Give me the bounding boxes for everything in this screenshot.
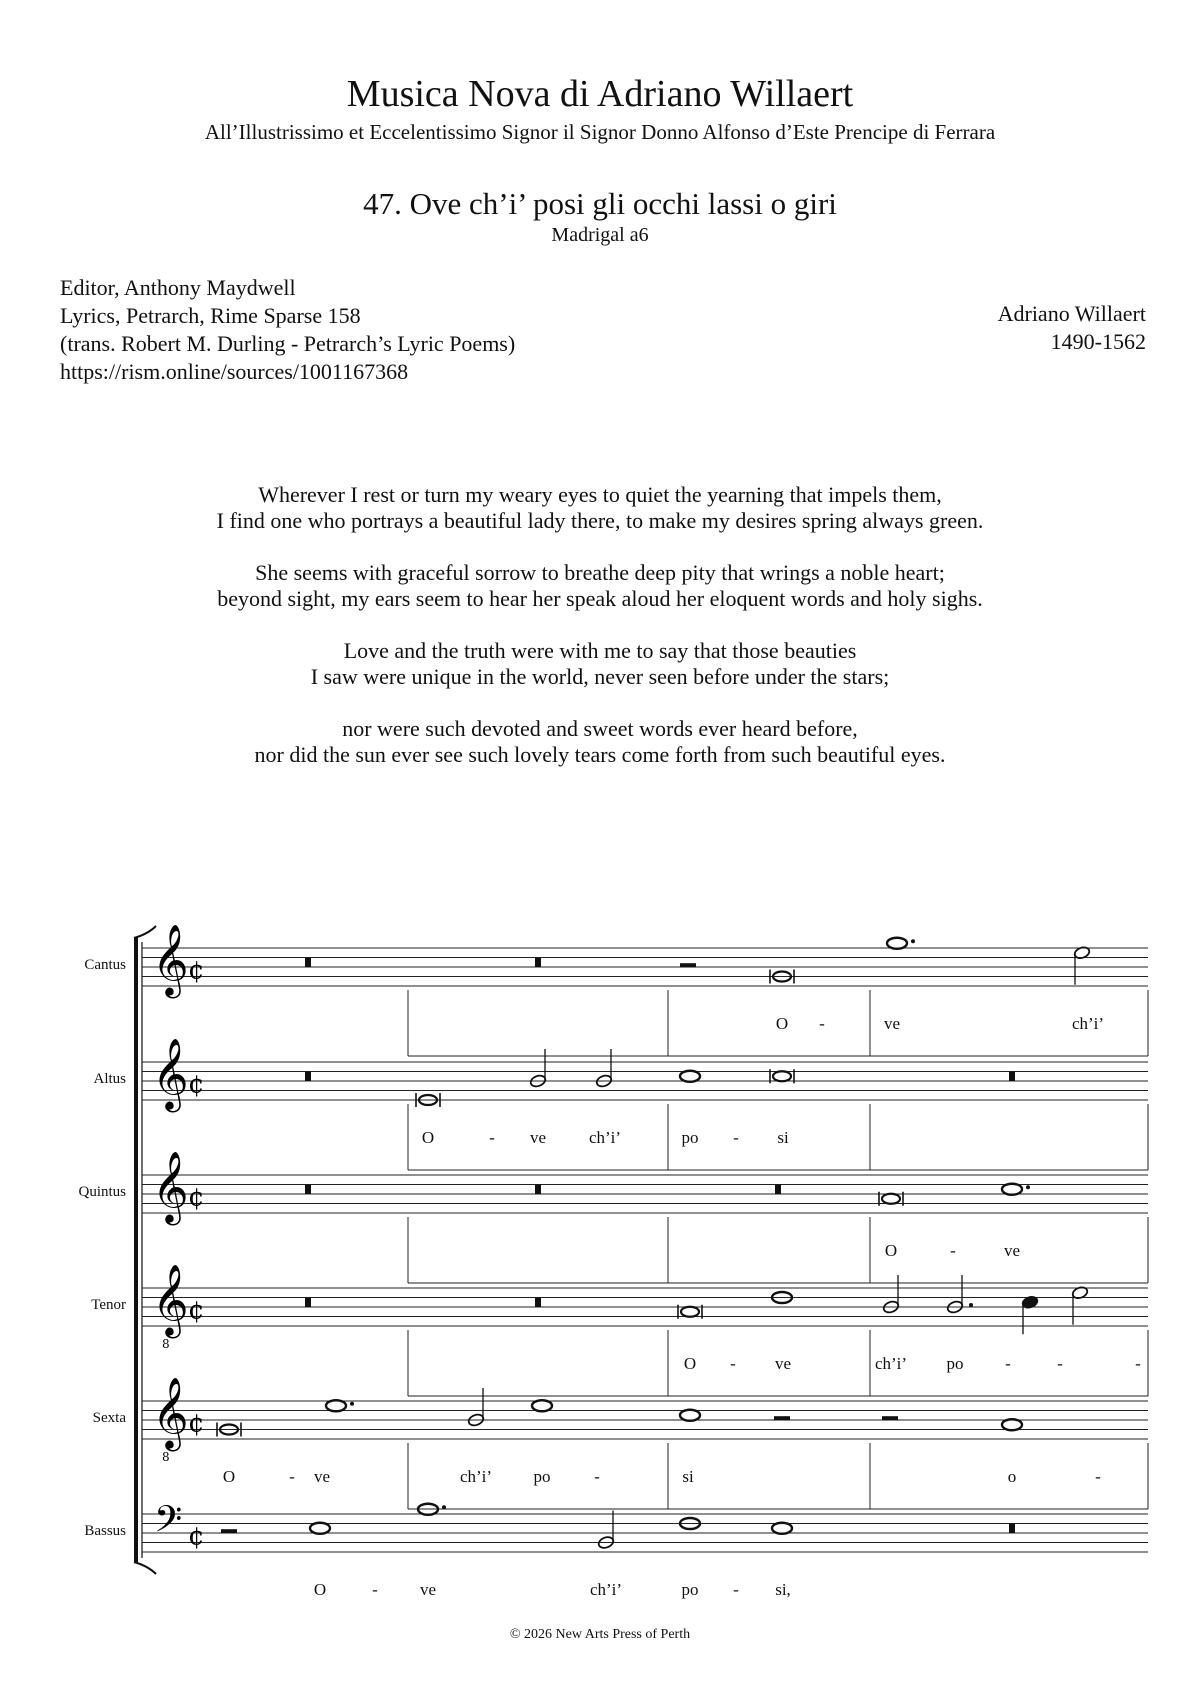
lyric-syllable: O bbox=[775, 1014, 789, 1033]
half-rest bbox=[882, 1416, 898, 1420]
poem-line: beyond sight, my ears seem to hear her speak aloud her eloquent words and holy sighs. bbox=[217, 586, 983, 611]
copyright-footer: © 2026 New Arts Press of Perth bbox=[509, 1627, 691, 1642]
lyric-syllable: - bbox=[372, 1580, 378, 1599]
part-name: Quintus bbox=[78, 1184, 126, 1200]
half-rest bbox=[221, 1529, 237, 1533]
lyric-syllable: O bbox=[421, 1128, 435, 1147]
octave-eight-icon: 8 bbox=[162, 1337, 170, 1351]
lyric-syllable: po bbox=[946, 1354, 964, 1373]
augmentation-dot bbox=[442, 1505, 446, 1509]
translation-credit: (trans. Robert M. Durling - Petrarch’s Lyric Poems) bbox=[60, 331, 516, 356]
breve-rest bbox=[305, 958, 311, 968]
lyric-syllable: po bbox=[533, 1467, 551, 1486]
breve-rest bbox=[535, 1185, 541, 1195]
whole-note bbox=[887, 938, 907, 949]
source-link[interactable]: https://rism.online/sources/1001167368 bbox=[60, 359, 409, 384]
cut-time-icon: ¢ bbox=[188, 1521, 205, 1552]
breve-note bbox=[882, 1194, 900, 1204]
lyric-syllable: ch’i’ bbox=[1071, 1014, 1105, 1033]
lyric-syllable: O bbox=[683, 1354, 697, 1373]
half-rest bbox=[774, 1416, 790, 1420]
whole-note bbox=[326, 1400, 346, 1411]
editor-credit: Editor, Anthony Maydwell bbox=[60, 275, 296, 300]
lyric-syllable: po bbox=[681, 1128, 699, 1147]
breve-rest bbox=[535, 958, 541, 968]
whole-note bbox=[1002, 1184, 1022, 1195]
whole-note bbox=[680, 1071, 700, 1082]
lyric-syllable: O bbox=[884, 1241, 898, 1260]
piece-subtitle: Madrigal a6 bbox=[551, 224, 649, 246]
composer-dates: 1490-1562 bbox=[1050, 329, 1146, 354]
lyric-syllable: si bbox=[777, 1128, 789, 1147]
treble-clef-icon: 𝄞 bbox=[152, 1036, 189, 1110]
whole-note bbox=[310, 1523, 330, 1534]
cut-time-icon: ¢ bbox=[188, 955, 205, 986]
lyric-syllable: O bbox=[313, 1580, 327, 1599]
composer-name: Adriano Willaert bbox=[997, 301, 1146, 326]
augmentation-dot bbox=[1026, 1185, 1030, 1189]
lyric-syllable: - bbox=[1057, 1354, 1063, 1373]
lyric-syllable: - bbox=[819, 1014, 825, 1033]
lyric-syllable: ch’i’ bbox=[874, 1354, 908, 1373]
lyrics-credit: Lyrics, Petrarch, Rime Sparse 158 bbox=[60, 303, 361, 328]
treble-clef-icon: 𝄞 bbox=[152, 1149, 189, 1223]
poem-line: Wherever I rest or turn my weary eyes to quiet the yearning that impels them, bbox=[258, 482, 942, 507]
lyric-syllable: ve bbox=[1003, 1241, 1021, 1260]
lyric-syllable: ve bbox=[313, 1467, 331, 1486]
poem-line: nor did the sun ever see such lovely tears come forth from such beautiful eyes. bbox=[254, 742, 946, 767]
part-name: Sexta bbox=[92, 1410, 126, 1426]
poem-line: Love and the truth were with me to say that those beauties bbox=[343, 638, 857, 663]
part-name: Tenor bbox=[91, 1297, 126, 1313]
cut-time-icon: ¢ bbox=[188, 1408, 205, 1439]
breve-rest bbox=[1009, 1524, 1015, 1534]
part-name: Bassus bbox=[84, 1523, 126, 1539]
octave-eight-icon: 8 bbox=[162, 1450, 170, 1464]
treble-clef-icon: 𝄞 bbox=[152, 1375, 189, 1449]
cut-time-icon: ¢ bbox=[188, 1295, 205, 1326]
bracket-bottom-hook bbox=[134, 1562, 156, 1574]
lyric-syllable: ch’i’ bbox=[459, 1467, 493, 1486]
lyric-syllable: - bbox=[733, 1128, 739, 1147]
lyric-syllable: ch’i’ bbox=[588, 1128, 622, 1147]
lyric-syllable: ch’i’ bbox=[589, 1580, 623, 1599]
lyric-syllable: - bbox=[1095, 1467, 1101, 1486]
lyric-syllable: ve bbox=[774, 1354, 792, 1373]
whole-note bbox=[680, 1410, 700, 1421]
lyric-syllable: o bbox=[1007, 1467, 1017, 1486]
breve-rest bbox=[1009, 1072, 1015, 1082]
bass-clef-icon: 𝄢 bbox=[154, 1498, 183, 1550]
dedication: All’Illustrissimo et Eccelentissimo Signor il Signor Donno Alfonso d’Este Prencipe di Ferrara bbox=[204, 120, 996, 144]
lyric-syllable: ve bbox=[529, 1128, 547, 1147]
poem-line: I saw were unique in the world, never seen before under the stars; bbox=[310, 664, 890, 689]
cut-time-icon: ¢ bbox=[188, 1069, 205, 1100]
augmentation-dot bbox=[969, 1303, 973, 1307]
lyric-syllable: - bbox=[950, 1241, 956, 1260]
poem-line: She seems with graceful sorrow to breathe deep pity that wrings a noble heart; bbox=[255, 560, 945, 585]
lyric-syllable: ve bbox=[419, 1580, 437, 1599]
lyric-syllable: - bbox=[733, 1580, 739, 1599]
lyric-syllable: - bbox=[289, 1467, 295, 1486]
half-rest bbox=[680, 963, 696, 967]
lyric-syllable: - bbox=[1005, 1354, 1011, 1373]
whole-note bbox=[772, 1523, 792, 1534]
lyric-syllable: - bbox=[1135, 1354, 1141, 1373]
breve-rest bbox=[775, 1185, 781, 1195]
lyric-syllable: si, bbox=[775, 1580, 791, 1599]
lyric-syllable: - bbox=[489, 1128, 495, 1147]
lyric-syllable: ve bbox=[883, 1014, 901, 1033]
poem-line: nor were such devoted and sweet words ever heard before, bbox=[342, 716, 858, 741]
breve-rest bbox=[305, 1072, 311, 1082]
breve-note bbox=[773, 1071, 791, 1081]
breve-rest bbox=[535, 1298, 541, 1308]
lyric-syllable: si bbox=[682, 1467, 694, 1486]
treble-clef-icon: 𝄞 bbox=[152, 1262, 189, 1336]
augmentation-dot bbox=[350, 1402, 354, 1406]
breve-rest bbox=[305, 1185, 311, 1195]
lyric-syllable: O bbox=[222, 1467, 236, 1486]
piece-title: 47. Ove ch’i’ posi gli occhi lassi o giri bbox=[363, 186, 837, 221]
whole-note bbox=[1002, 1419, 1022, 1430]
part-name: Altus bbox=[93, 1071, 126, 1087]
lyric-syllable: - bbox=[594, 1467, 600, 1486]
cut-time-icon: ¢ bbox=[188, 1182, 205, 1213]
treble-clef-icon: 𝄞 bbox=[152, 922, 189, 996]
whole-note bbox=[532, 1400, 552, 1411]
page-title: Musica Nova di Adriano Willaert bbox=[346, 73, 854, 115]
part-name: Cantus bbox=[84, 957, 126, 973]
augmentation-dot bbox=[911, 939, 915, 943]
breve-rest bbox=[305, 1298, 311, 1308]
poem-line: I find one who portrays a beautiful lady there, to make my desires spring always green. bbox=[216, 508, 984, 533]
breve-note bbox=[681, 1307, 699, 1317]
lyric-syllable: - bbox=[730, 1354, 736, 1373]
lyric-syllable: po bbox=[681, 1580, 699, 1599]
